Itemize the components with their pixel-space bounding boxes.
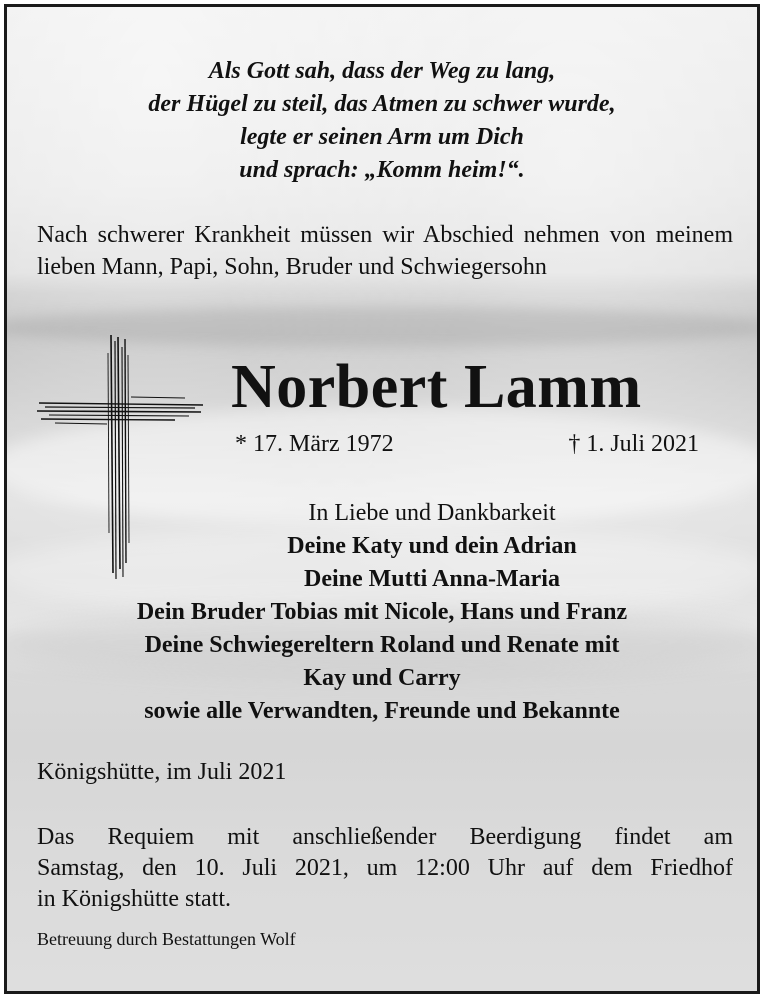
poem-line: und sprach: „Komm heim!“. [239,157,525,183]
notice-content [7,7,757,991]
birth-date: * 17. März 1972 [235,431,394,457]
service-info [37,822,733,915]
mourner-line: Dein Bruder Tobias mit Nicole, Hans und Franz [136,599,628,625]
mourners-heading: In Liebe und Dankbarkeit [308,500,556,526]
service-line: Samstag, den 10. Juli 2021, um 12:00 Uhr auf dem Friedhof [37,855,733,881]
poem-line: der Hügel zu steil, das Atmen zu schwer wurde, [148,91,616,117]
service-line: in Königshütte statt. [37,886,231,912]
obituary-notice [4,4,760,994]
poem-line: Als Gott sah, dass der Weg zu lang, [208,58,556,84]
mourners-list [7,497,757,728]
poem [7,55,757,187]
mourner-line: sowie alle Verwandten, Freunde und Bekannte [144,698,620,724]
poem-line: legte er seinen Arm um Dich [240,124,524,150]
service-line: Das Requiem mit anschließender Beerdigung findet am [37,824,733,850]
mourner-line: Deine Schwiegereltern Roland und Renate mit [144,632,620,658]
place-date: Königshütte, im Juli 2021 [37,759,287,785]
undertaker-credit: Betreuung durch Bestattungen Wolf [37,929,296,949]
death-date: † 1. Juli 2021 [568,431,699,457]
mourner-line: Deine Mutti Anna-Maria [304,566,560,592]
mourner-line: Kay und Carry [303,665,461,691]
deceased-name: Norbert Lamm [231,353,642,421]
mourner-line: Deine Katy und dein Adrian [287,533,577,559]
intro-text: Nach schwerer Krankheit müssen wir Abschied nehmen von meinem lieben Mann, Papi, Sohn, Bruder und Schwiegersohn [37,222,733,280]
